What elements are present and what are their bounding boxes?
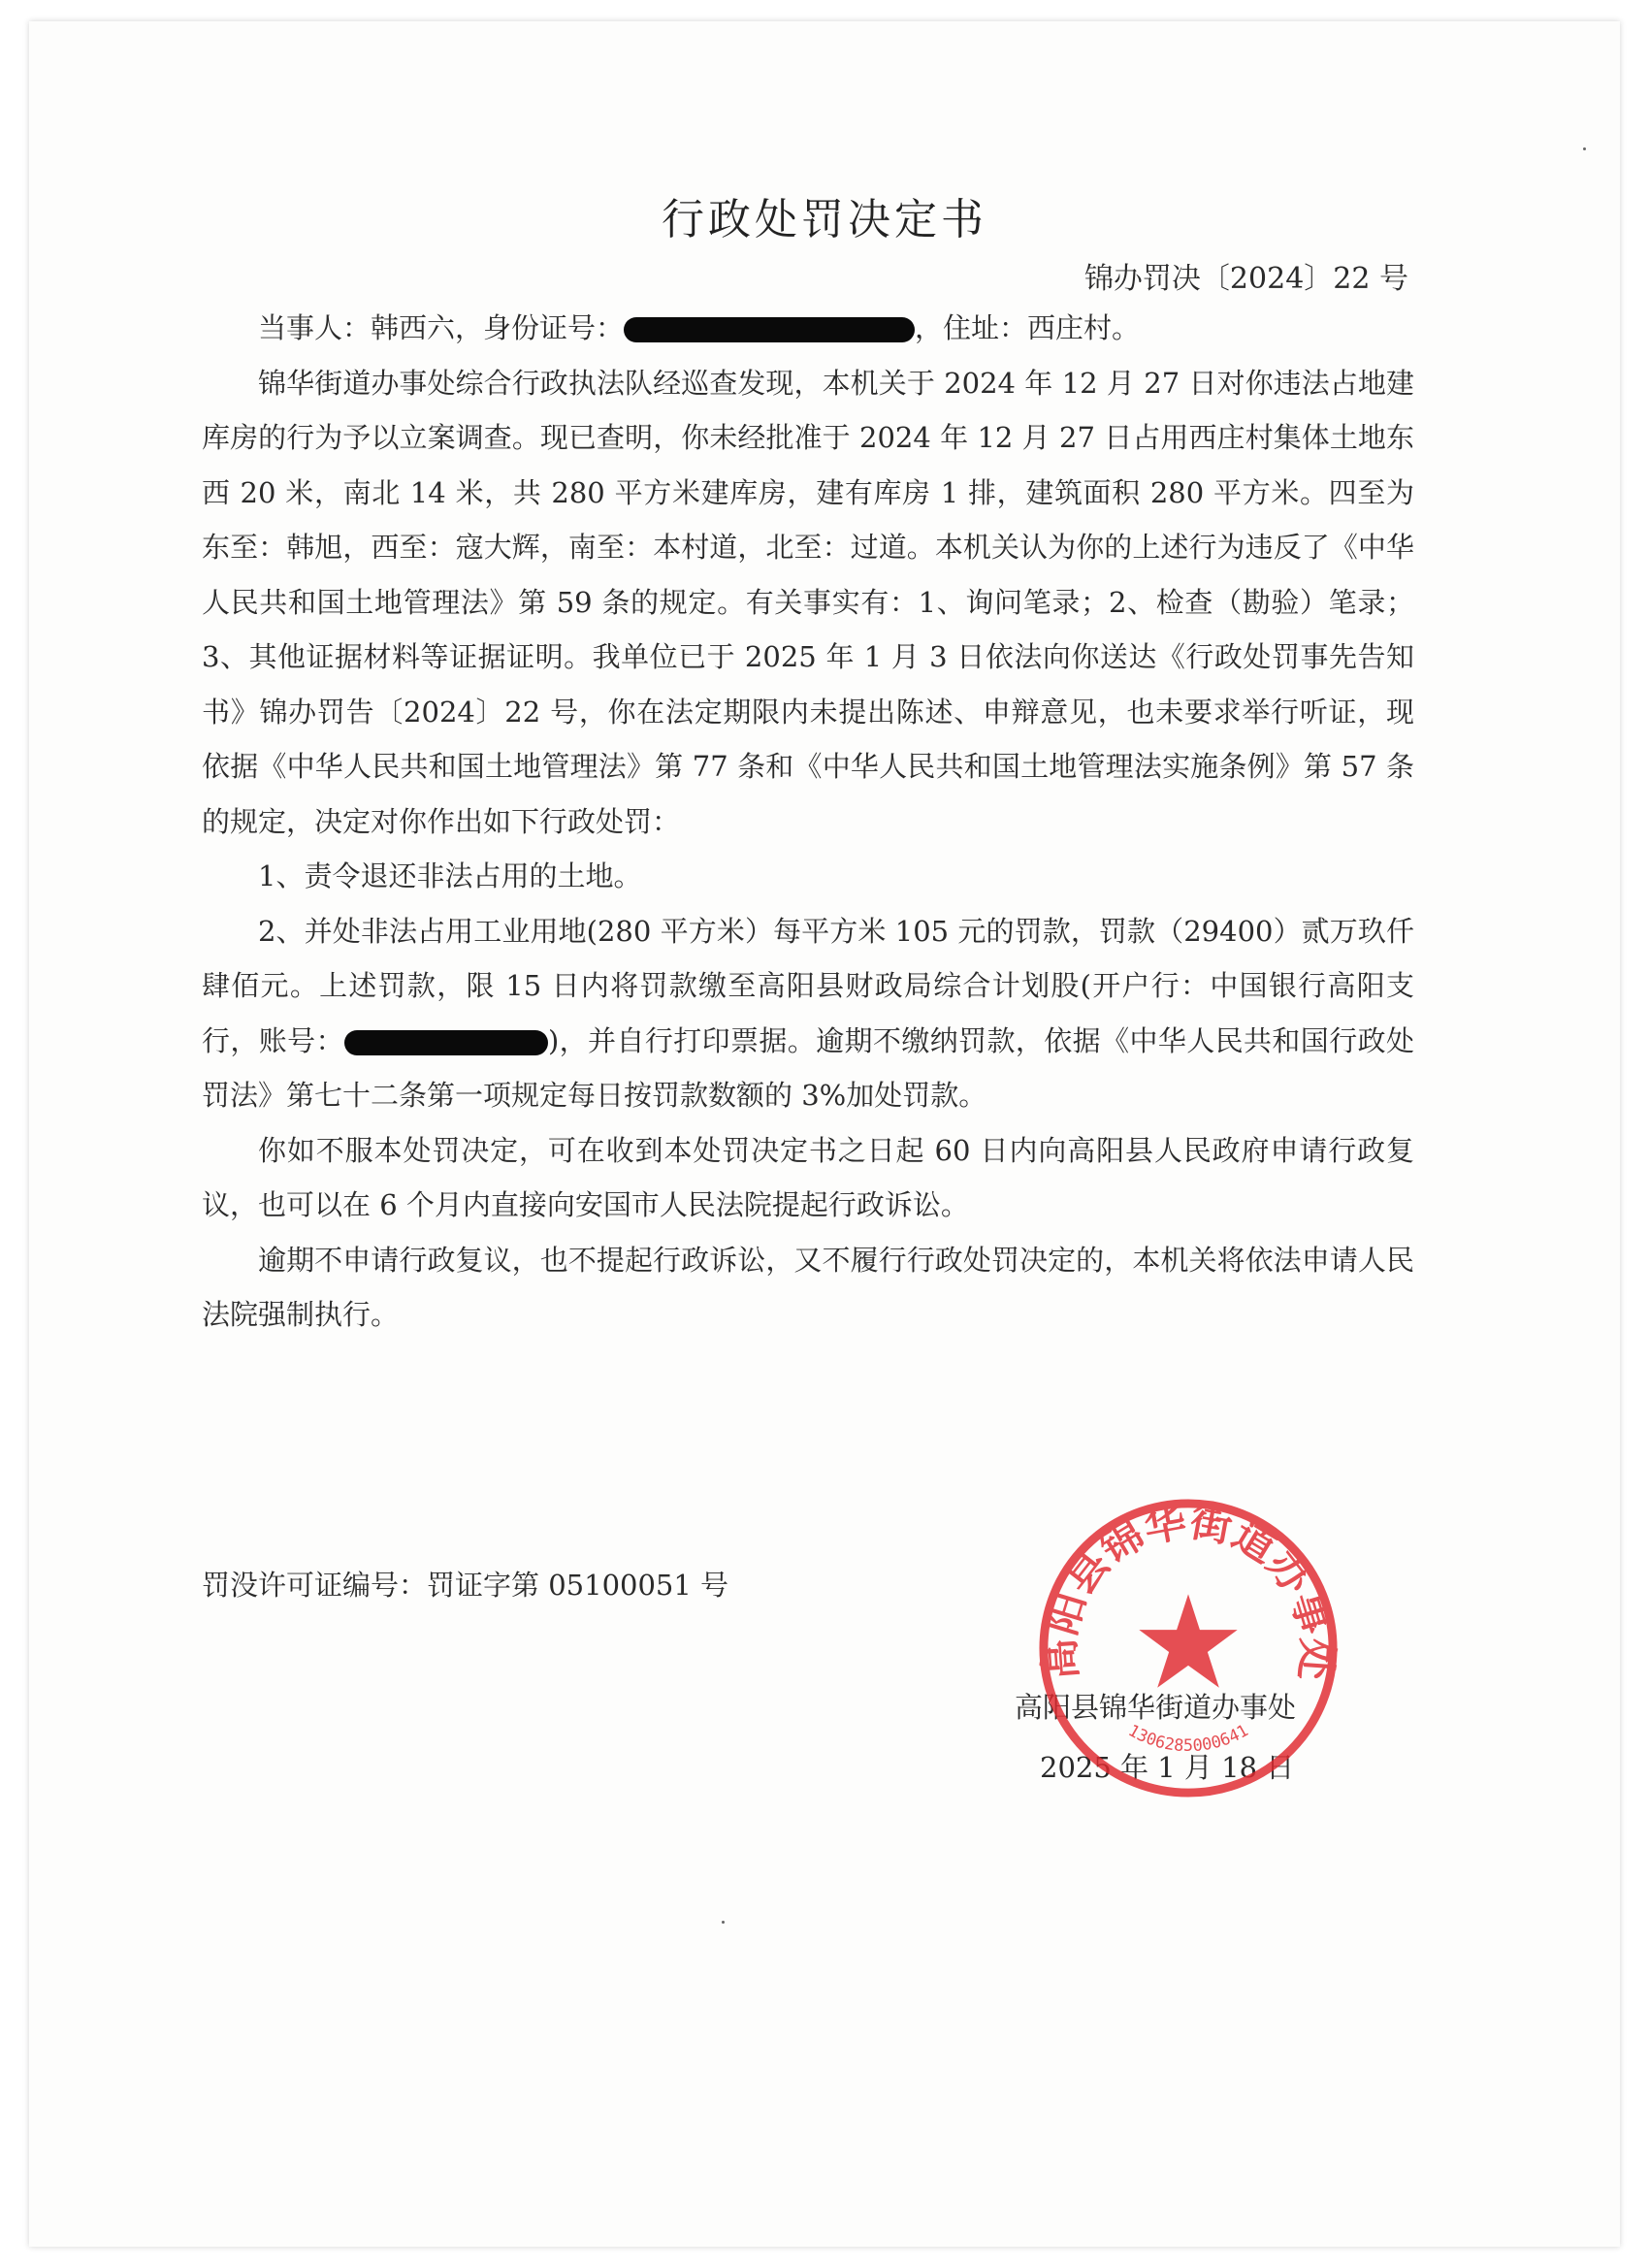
seal-text: 高阳县锦华街道办事处 — [1035, 1497, 1342, 1682]
redacted-account-number — [344, 1030, 548, 1055]
scan-speck — [1583, 147, 1586, 150]
paragraph-findings: 锦华街道办事处综合行政执法队经巡查发现，本机关于 2024 年 12 月 27 日对你违法占地建库房的行为予以立案调查。现已查明，你未经批准于 2024 年 12 月 27 日占用西庄村集体土地东西 20 米，南北 14 米，共 280 平方米建库房，建有库房 1 排，建筑面积 280 平方米。四至为东至：韩旭，西至：寇大辉，南至：本村道，北至：过道。本机关认为你的上述行为违反了《中华人民共和国土地管理法》第 59 条的规定。有关事实有：1、询问笔录；2、检查（勘验）笔录；3、其他证据材料等证据证明。我单位已于 2025 年 1 月 3 日依法向你送达《行政处罚事先告知书》锦办罚告〔2024〕22 号，你在法定期限内未提出陈述、申辩意见，也未要求举行听证，现依据《中华人民共和国土地管理法》第 77 条和《中华人民共和国土地管理法实施条例》第 57 条的规定，决定对你作出如下行政处罚： — [202, 366, 1414, 838]
document-body — [202, 301, 1414, 1343]
penalty-item-2-text-cont: )，并自行打印票据。逾期不缴纳罚款，依据《中华人民共和国行政处罚法》第七十二条第一项规定每日按罚款数额的 3%加处罚款。 — [202, 1023, 1414, 1112]
party-line — [202, 301, 1414, 356]
paragraph-review-rights: 你如不服本处罚决定，可在收到本处罚决定书之日起 60 日内向高阳县人民政府申请行政复议，也可以在 6 个月内直接向安国市人民法院提起行政诉讼。 — [202, 1133, 1414, 1221]
party-prefix: 当事人：韩西六，身份证号： — [258, 311, 625, 344]
document-title: 行政处罚决定书 — [662, 195, 987, 244]
scan-speck — [722, 1921, 725, 1924]
document-number: 锦办罚决〔2024〕22 号 — [1083, 262, 1408, 296]
signature-date: 2025 年 1 月 18 日 — [1040, 1751, 1295, 1784]
party-suffix: ，住址：西庄村。 — [915, 311, 1141, 344]
signature-organization: 高阳县锦华街道办事处 — [1015, 1691, 1297, 1724]
penalty-item-2-text: 2、并处非法占用工业用地(280 平方米）每平方米 105 元的罚款，罚款（29400）贰万玖仟肆佰元。上述罚款，限 15 日内将罚款缴至高阳县财政局综合计划股(开户行：中国银行高阳支行，账号： — [202, 914, 1414, 1057]
penalty-item-2 — [202, 904, 1414, 1123]
penalty-item-1: 1、责令退还非法占用的土地。 — [258, 859, 642, 892]
paragraph-enforcement: 逾期不申请行政复议，也不提起行政诉讼，又不履行行政处罚决定的，本机关将依法申请人民法院强制执行。 — [202, 1243, 1414, 1331]
license-number: 罚没许可证编号：罚证字第 05100051 号 — [202, 1569, 729, 1602]
redacted-id-number — [624, 317, 915, 342]
seal-number: 1306285000641 — [1125, 1720, 1251, 1756]
